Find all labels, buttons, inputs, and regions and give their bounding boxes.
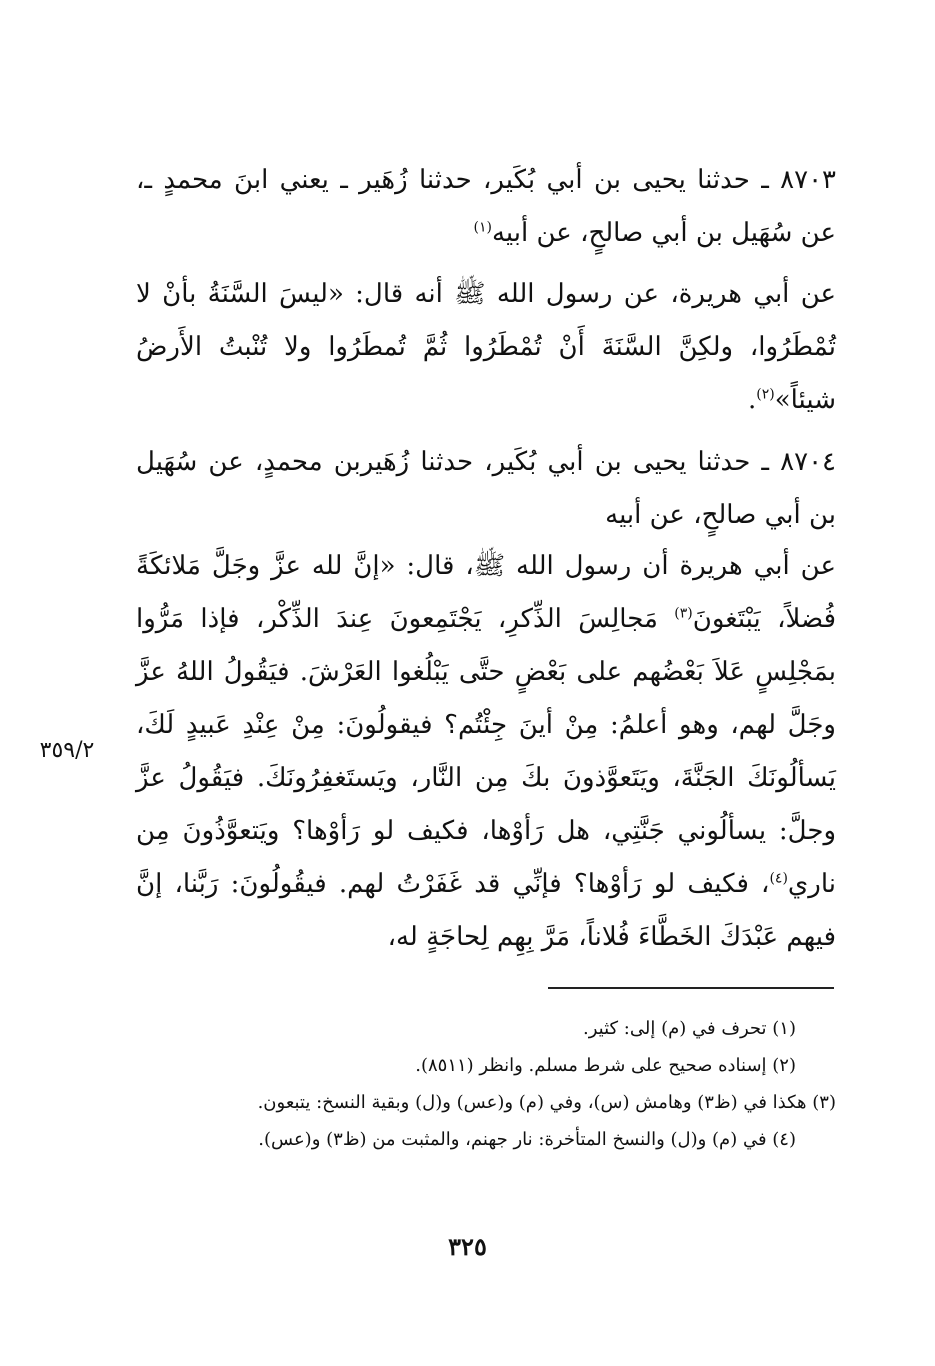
matn-text: عن أبي هريرة، عن رسول الله ﷺ أنه قال: «ليسَ السَّنَةُ بأنْ لا تُمْطَرُوا، ولكِنَّ السَّنَةَ أَنْ تُمْطَرُوا ثُمَّ تُمطَرُوا ولا تُنْبتُ الأَرضُ شيئاً» — [136, 279, 836, 415]
footnote-3: (٣) هكذا في (ظ٣) وهامش (س)، وفي (م) و(عس) و(ل) وبقية النسخ: يتبعون. — [257, 1092, 836, 1113]
paragraph — [136, 540, 836, 964]
hadith-8703-isnad — [136, 154, 836, 260]
matn-text-part-c: ، فكيف لو رَأوْها؟ فإنِّي قد غَفَرْتُ لهم. فيقُولُونَ: رَبَّنا، إنَّ فيهم عَبْدَكَ الخَطَّاءَ فُلاناً، مَرَّ بِهِم لِحاجَةٍ له، — [136, 869, 836, 952]
page-number: ٣٢٥ — [448, 1232, 487, 1261]
footnotes — [136, 1010, 836, 1158]
margin-reference: ٣٥٩/٢ — [39, 738, 95, 763]
matn-text-part-b: مَجالِسَ الذِّكرِ، يَجْتَمِعونَ عِندَ الذِّكْر، فإذا مَرُّوا بمَجْلِسٍ عَلاَ بَعْضُهم على بَعْضٍ حتَّى يَبْلُغوا العَرْشَ. فيَقُولُ اللهُ عزَّ وجَلَّ لهم، وهو أعلمُ: مِنْ أينَ جِئْتُم؟ فيقولُونَ: مِنْ عِنْدِ عَبيدٍ لَكَ، يَسألُونَكَ الجَنَّةَ، ويَتَعوَّذونَ بكَ مِن النَّار، ويَستَغفِرُونَكَ. فيَقُولُ عزَّ وجلَّ: يسألُوني جَنَّتِي، هل رَأوْها، فكيف لو رَأوْها؟ ويَتعوَّذُونَ مِن ناري — [136, 604, 836, 899]
hadith-8704-isnad — [136, 436, 836, 542]
matn-text-part-a: عن أبي هريرة أن رسول الله ﷺ، قال: «إنَّ لله عزَّ وجَلَّ مَلائكَةً فُضلاً، يَبْتَغونَ — [136, 551, 836, 634]
footnote-marker-4: (٤) — [769, 870, 788, 887]
hadith-8703-matn — [136, 268, 836, 427]
isnad-text: ٨٧٠٣ ـ حدثنا يحيى بن أبي بُكَير، حدثنا زُهَير ـ يعني ابنَ محمدٍ ـ، عن سُهَيل بن أبي صالحٍ، عن أبيه — [136, 165, 836, 248]
paragraph — [136, 154, 836, 260]
footnote-marker-1: (١) — [473, 219, 492, 236]
paragraph: عن أبي هريرة، عن رسول الله ﷺ أنه قال: «ليسَ السَّنَةُ بأنْ لا تُمْطَرُوا، ولكِنَّ السَّنَةَ أَنْ تُمْطَرُوا ثُمَّ تُمطَرُوا ولا تُنْبتُ الأَرضُ شيئاً»$^{(٢)}$. — [136, 279, 836, 415]
footnote-1: (١) تحرف في (م) إلى: كثير. — [583, 1018, 796, 1039]
footnote-separator — [548, 987, 834, 989]
paragraph — [136, 436, 836, 542]
footnote-2: (٢) إسناده صحيح على شرط مسلم. وانظر (٨٥١١). — [415, 1055, 796, 1076]
footnote-marker-3: (٣) — [674, 605, 693, 622]
hadith-8704-matn — [136, 540, 836, 964]
isnad-text: ٨٧٠٤ ـ حدثنا يحيى بن أبي بُكَير، حدثنا زُهَيربن محمدٍ، عن سُهَيل بن أبي صالحٍ، عن أبيه — [136, 447, 836, 530]
footnote-marker-2: (٢) — [756, 386, 775, 403]
footnote-4: (٤) في (م) و(ل) والنسخ المتأخرة: نار جهنم، والمثبت من (ظ٣) و(عس). — [258, 1129, 796, 1150]
